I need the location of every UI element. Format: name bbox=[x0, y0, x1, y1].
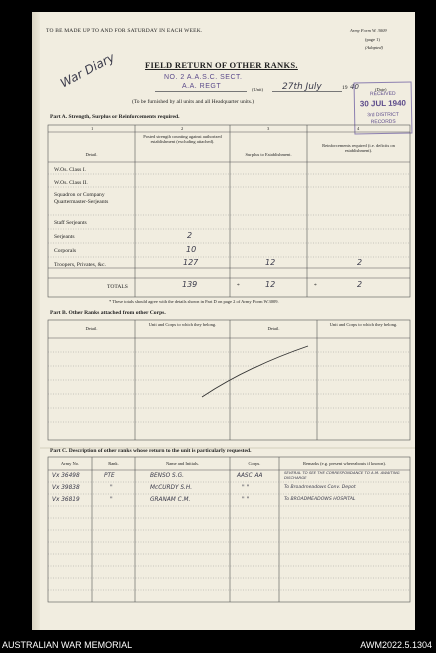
part-c-army-no: Vx 39838 bbox=[52, 485, 80, 491]
part-c-col-corps: Corps. bbox=[248, 461, 261, 466]
form-page-number: (page 1) bbox=[365, 37, 380, 42]
war-diary-note: War Diary bbox=[58, 50, 117, 91]
archive-footer bbox=[0, 638, 436, 653]
part-c-col-rank: Rank. bbox=[108, 461, 119, 466]
col-header-surplus: Surplus to Establishment. bbox=[245, 152, 292, 157]
form-ruling bbox=[32, 12, 415, 630]
row-detail: Troopers, Privates, &c. bbox=[54, 262, 106, 268]
received-stamp-date: 30 JUL 1940 bbox=[359, 98, 407, 109]
row-detail: Squadron or Company Quartermaster-Serjeants bbox=[54, 192, 109, 205]
row-posted-value: 10 bbox=[186, 245, 197, 254]
part-c-col-name: Name and Initials. bbox=[165, 461, 200, 466]
row-detail: W.Os. Class II. bbox=[54, 180, 88, 186]
part-c-corps: " " bbox=[242, 485, 250, 491]
part-c-name: BENSO S.G. bbox=[150, 473, 184, 479]
part-b-title: Part B. Other Ranks attached from other Corps. bbox=[50, 310, 166, 316]
part-c-remarks: SEVERAL TO SEE THE CORRESPONDANCE TO A.M. AWAITING DISCHARGE bbox=[284, 470, 400, 480]
part-b-cancellation-stroke bbox=[202, 346, 308, 397]
part-b-col-unit-1: Unit and Corps to which they belong. bbox=[148, 322, 217, 327]
part-c-remarks: To BROADMEADOWS HOSPITAL bbox=[284, 497, 356, 502]
part-c-name: McCURDY S.H. bbox=[150, 485, 193, 491]
totals-surplus-asterisk: * bbox=[237, 283, 240, 289]
row-surplus-value: 12 bbox=[265, 258, 276, 267]
part-c-army-no: Vx 36819 bbox=[52, 497, 80, 503]
form-adapted: (Adapted) bbox=[365, 45, 383, 50]
date-label: (Date) bbox=[375, 87, 387, 92]
totals-label: TOTALS bbox=[107, 284, 128, 290]
totals-reinforcements: 2 bbox=[357, 280, 363, 289]
form-page bbox=[32, 12, 415, 630]
col-header-detail: Detail. bbox=[85, 152, 98, 157]
part-c-name: GRANAM C.M. bbox=[150, 497, 191, 503]
col-header-posted: Posted strength counting against authorized establishment (excluding attached). bbox=[143, 134, 222, 145]
col-header-reinforcements: Reinforcements required (i.e. deficits on establishment). bbox=[322, 143, 395, 154]
form-title: FIELD RETURN OF OTHER RANKS. bbox=[145, 60, 298, 70]
received-stamp-line-3: 3rd DISTRICT bbox=[367, 111, 400, 119]
received-stamp-line-4: RECORDS bbox=[370, 118, 396, 126]
part-b-col-detail-2: Detail. bbox=[267, 326, 280, 331]
totals-posted: 139 bbox=[182, 280, 198, 289]
part-b-col-detail-1: Detail. bbox=[85, 326, 98, 331]
unit-stamp-line-2: A.A. REGT bbox=[182, 83, 222, 90]
unit-label: (Unit) bbox=[252, 87, 263, 92]
totals-note: * These totals should agree with the details shown in Part D on page 2 of Army Form W.3009. bbox=[109, 299, 279, 304]
furnish-note: (To be furnished by all units and all Headquarter units.) bbox=[132, 99, 255, 105]
part-c-remarks: To Broadmeadows Conv. Depot bbox=[284, 485, 356, 490]
footer-institution: AUSTRALIAN WAR MEMORIAL bbox=[2, 640, 133, 650]
footer-accession-number: AWM2022.5.1304 bbox=[360, 640, 432, 650]
received-stamp-line-1: RECEIVED bbox=[369, 90, 396, 98]
row-detail: W.Os. Class I. bbox=[54, 167, 86, 173]
unit-stamp-line-1: NO. 2 A.A.S.C. SECT. bbox=[164, 74, 243, 81]
date-written: 27th July bbox=[282, 82, 322, 92]
part-a-title: Part A. Strength, Surplus or Reinforcements required. bbox=[50, 114, 180, 120]
totals-surplus: 12 bbox=[265, 280, 276, 289]
row-detail: Staff Serjeants bbox=[54, 220, 87, 226]
part-c-rank: " bbox=[110, 497, 113, 503]
row-detail: Serjeants bbox=[54, 234, 75, 240]
part-c-army-no: Vx 36498 bbox=[52, 473, 80, 479]
totals-reinforcements-asterisk: * bbox=[314, 283, 317, 289]
part-b-col-unit-2: Unit and Corps to which they belong. bbox=[329, 322, 398, 327]
part-c-col-army-no: Army No. bbox=[60, 461, 80, 466]
part-c-corps: AASC AA bbox=[237, 473, 263, 479]
row-posted-value: 2 bbox=[187, 231, 193, 240]
row-detail: Corporals bbox=[54, 248, 77, 254]
form-id: Army Form W. 3009 bbox=[350, 28, 387, 33]
col-number-4: 4 bbox=[357, 126, 360, 131]
part-c-col-remarks: Remarks (e.g. present whereabouts if known). bbox=[303, 461, 386, 466]
col-number-2: 2 bbox=[181, 126, 184, 131]
part-c-corps: " " bbox=[242, 497, 250, 503]
row-reinforcements-value: 2 bbox=[357, 258, 363, 267]
row-posted-value: 127 bbox=[183, 258, 199, 267]
part-c-title: Part C. Description of other ranks whose return to the unit is particularly requested. bbox=[50, 448, 252, 454]
part-c-rank: PTE bbox=[104, 473, 115, 479]
col-number-1: 1 bbox=[91, 126, 94, 131]
year-prefix: 19 bbox=[342, 85, 348, 91]
part-c-rank: " bbox=[110, 485, 113, 491]
instruction-text: TO BE MADE UP TO AND FOR SATURDAY IN EACH WEEK. bbox=[46, 28, 203, 34]
col-number-3: 3 bbox=[267, 126, 270, 131]
year-written: 40 bbox=[350, 83, 359, 91]
